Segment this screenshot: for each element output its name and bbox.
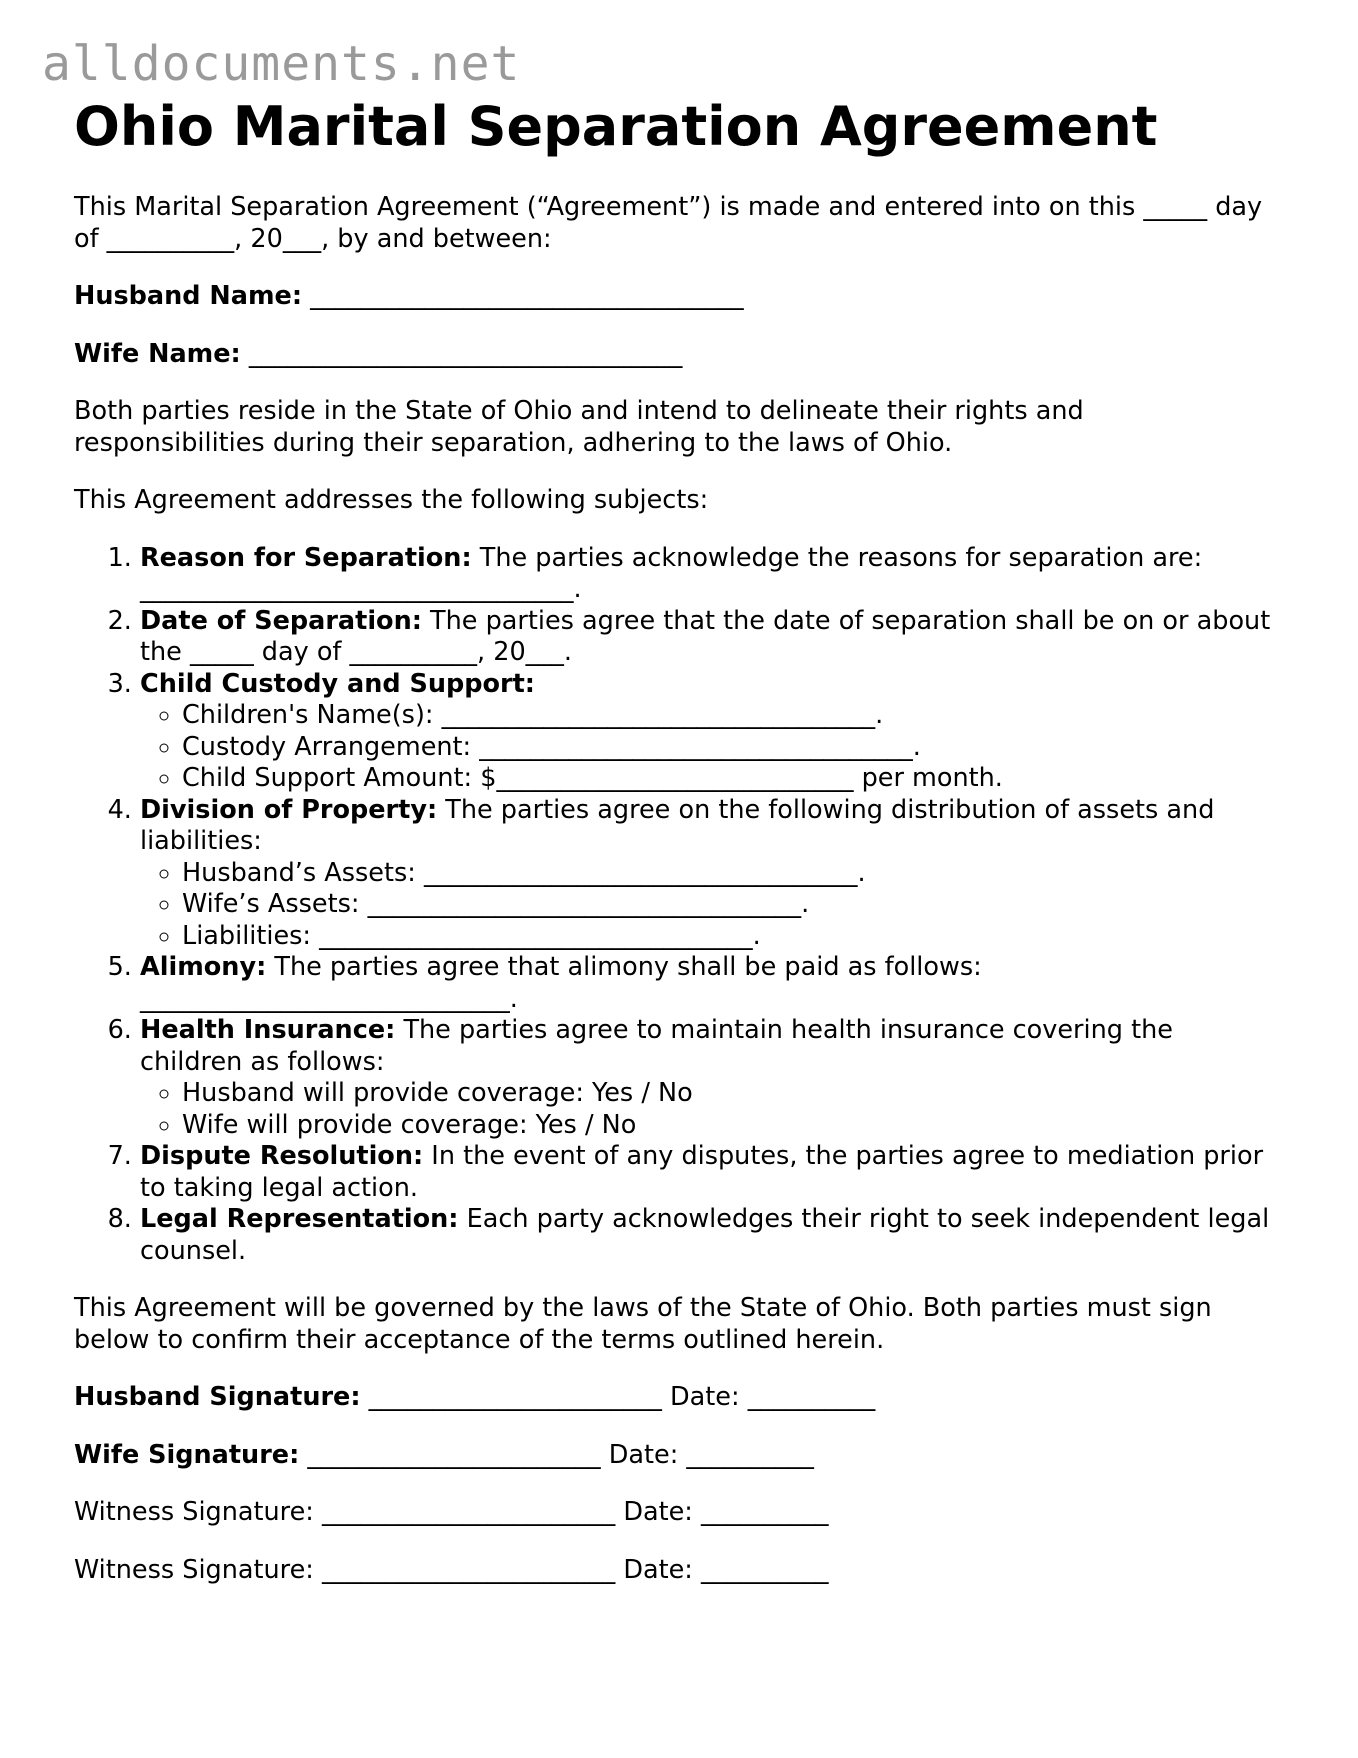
subject-child-custody (140, 669, 1274, 795)
sub-item-child-support-amount: ◦ Child Support Amount: $____________________________ per month. (182, 763, 1274, 795)
subject-health-insurance (140, 1015, 1274, 1141)
husband-name-label: Husband Name: (74, 281, 303, 311)
health-insurance-sublist (140, 1078, 1274, 1141)
subject-date-of-separation (140, 606, 1274, 669)
witness-signature-blank[interactable]: _______________________ (321, 1554, 616, 1585)
witness-signature-line-2 (74, 1555, 1274, 1587)
subject-title: Date of Separation: (140, 605, 422, 636)
witness-date-blank[interactable]: __________ (701, 1554, 829, 1585)
subject-reason-for-separation (140, 543, 1274, 606)
subject-alimony (140, 952, 1274, 1015)
closing-paragraph: This Agreement will be governed by the laws of the State of Ohio. Both parties must sign below to confirm their acceptance of the terms outlined herein. (74, 1293, 1212, 1355)
sub-item-liabilities: ◦ Liabilities: __________________________________. (182, 921, 1274, 953)
wife-name-blank[interactable]: __________________________________ (248, 338, 683, 369)
subject-text: The parties acknowledge the reasons for separation are: __________________________________. (140, 542, 1203, 604)
agreement-body (74, 192, 1274, 1612)
subject-division-of-property (140, 795, 1274, 953)
sub-item-wife-assets: ◦ Wife’s Assets: __________________________________. (182, 889, 1274, 921)
witness-signature-label: Witness Signature: (74, 1497, 314, 1527)
subjects-list (74, 543, 1274, 1268)
subject-legal-representation (140, 1204, 1274, 1267)
husband-signature-blank[interactable]: _______________________ (368, 1382, 662, 1412)
husband-signature-line (74, 1382, 1274, 1414)
site-watermark: alldocuments.net (42, 36, 521, 92)
witness-signature-blank[interactable]: _______________________ (321, 1497, 616, 1527)
witness-date-blank[interactable]: __________ (701, 1497, 829, 1527)
subject-text: The parties agree to maintain health insurance covering the children as follows: (140, 1015, 1173, 1077)
sub-item-wife-coverage: ◦ Wife will provide coverage: Yes / No (182, 1110, 1274, 1142)
subject-dispute-resolution (140, 1141, 1274, 1204)
subject-text: In the event of any disputes, the parties agree to mediation prior to taking legal action. (140, 1141, 1264, 1203)
subject-title: Division of Property: (140, 794, 438, 825)
sub-item-husband-assets: ◦ Husband’s Assets: __________________________________. (182, 858, 1274, 890)
wife-date-label: Date: (608, 1439, 679, 1470)
witness-date-label: Date: (623, 1554, 693, 1585)
sub-item-custody-arrangement: ◦ Custody Arrangement: __________________________________. (182, 732, 1274, 764)
subjects-intro: This Agreement addresses the following subjects: (74, 485, 709, 515)
subject-text: The parties agree that alimony shall be paid as follows: _____________________________. (140, 952, 982, 1014)
witness-signature-line-1 (74, 1497, 1274, 1529)
wife-date-blank[interactable]: __________ (686, 1439, 814, 1470)
subject-title: Health Insurance: (140, 1015, 396, 1045)
husband-name-line (74, 281, 1274, 313)
document-title: Ohio Marital Separation Agreement (74, 95, 1158, 158)
subject-title: Dispute Resolution: (140, 1141, 424, 1171)
sub-item-husband-coverage: ◦ Husband will provide coverage: Yes / No (182, 1078, 1274, 1110)
husband-date-label: Date: (670, 1382, 740, 1412)
husband-name-blank[interactable]: __________________________________ (310, 281, 744, 311)
sub-item-children-names: ◦ Children's Name(s): __________________________________. (182, 700, 1274, 732)
subject-title: Child Custody and Support: (140, 668, 535, 699)
residence-paragraph: Both parties reside in the State of Ohio and intend to delineate their rights and responsibilities during their separation, adhering to the laws of Ohio. (74, 396, 1084, 458)
wife-signature-label: Wife Signature: (74, 1439, 300, 1470)
husband-signature-label: Husband Signature: (74, 1382, 361, 1412)
witness-signature-label: Witness Signature: (74, 1554, 314, 1585)
subject-text: The parties agree on the following distribution of assets and liabilities: (140, 794, 1215, 856)
subject-title: Reason for Separation: (140, 542, 472, 573)
husband-date-blank[interactable]: __________ (747, 1382, 876, 1412)
subject-text: The parties agree that the date of separation shall be on or about the _____ day of __________, 20___. (140, 605, 1271, 667)
wife-name-line (74, 339, 1274, 371)
witness-date-label: Date: (623, 1497, 693, 1527)
subject-title: Alimony: (140, 952, 267, 982)
subject-text: Each party acknowledges their right to seek independent legal counsel. (140, 1204, 1270, 1266)
wife-signature-line (74, 1440, 1274, 1472)
wife-signature-blank[interactable]: _______________________ (307, 1439, 601, 1470)
wife-name-label: Wife Name: (74, 338, 241, 369)
intro-paragraph: This Marital Separation Agreement (“Agreement”) is made and entered into on this _____ day of __________, 20___, by and between: (74, 192, 1263, 254)
child-custody-sublist (140, 700, 1274, 795)
subject-title: Legal Representation: (140, 1204, 459, 1234)
property-sublist (140, 858, 1274, 953)
